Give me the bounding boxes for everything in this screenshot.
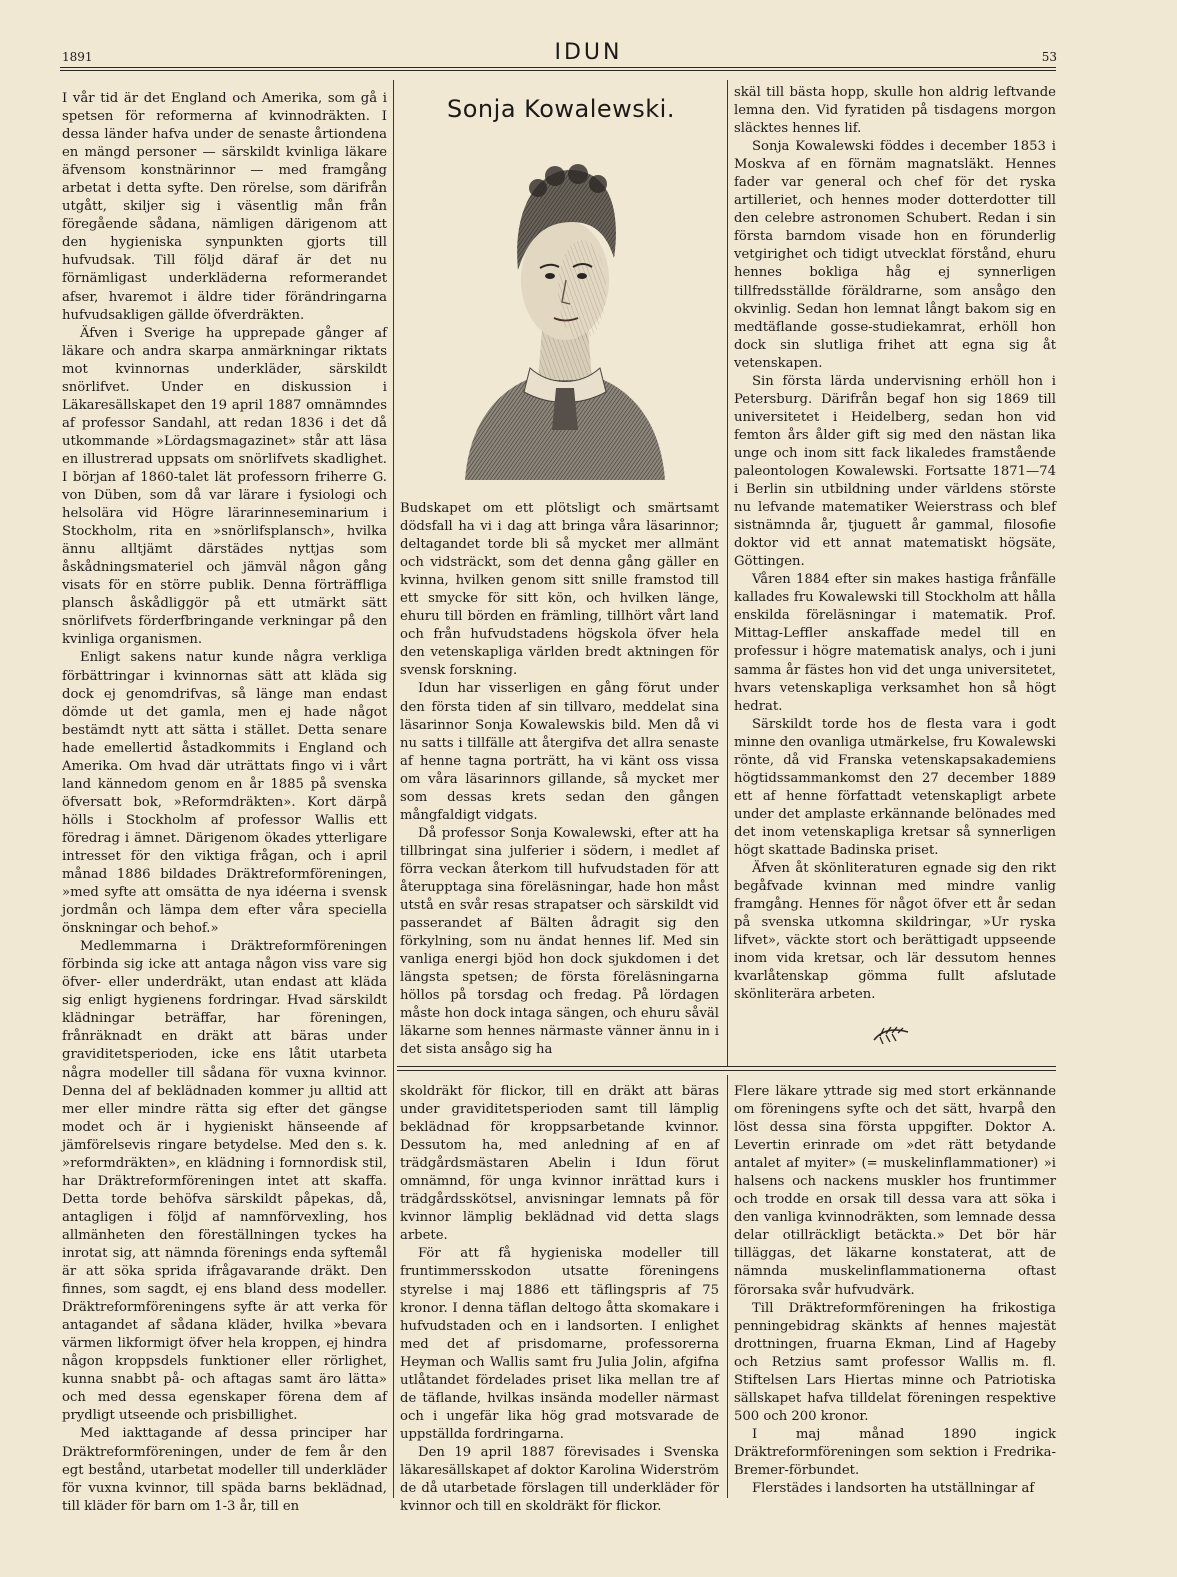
header-rule bbox=[60, 67, 1056, 68]
paragraph: Budskapet om ett plötsligt och smärtsamt dödsfall ha vi i dag att bringa våra läsarinnor; deltagandet torde bli så mycket mer allmänt och vidsträckt, som det denna gång gäller en kvinna, hvilken genom sitt snille framstod till ett smycke för sitt kön, och hvilken länge, ehuru till börden en främling, tillhört vårt land och från hufvudstadens högskola öfver hela den vetenskapliga världen bredt aktningen för svensk forskning. bbox=[400, 501, 719, 679]
column-divider-left bbox=[393, 80, 394, 1498]
header-rule-thin bbox=[60, 70, 1056, 71]
portrait-engraving bbox=[460, 130, 670, 480]
paragraph: För att få hygieniska modeller till fruntimmersskodon utsatte föreningens styrelse i maj 1886 ett täflingspris af 75 kronor. I denna täflan deltogo åtta skomakare i hufvudstaden och en i landsorten. I enlighet med det af prisdomarne, professorerna Heyman och Wallis samt fru Julia Jolin, afgifna utlåtandet fördelades priset lika mellan tre af de täflande, hvilkas insända modeller närmast och i ungefär lika hög grad motsvarade de uppställda fordringarna. bbox=[400, 1246, 719, 1442]
column-2-bottom bbox=[400, 1083, 719, 1516]
paragraph: Medlemmarna i Dräktreformföreningen förbinda sig icke att antaga någon viss vare sig öfver- eller underdräkt, utan endast att kläda sig enligt hygienens fordringar. Hvad särskildt klädningar beträffar, har föreningen, frånräknadt en dräkt att bäras under graviditetsperioden, icke ens låtit utarbeta några modeller till sådana för vuxna kvinnor. Denna del af beklädnaden kommer ju alltid att mer eller mindre rätta sig efter det gängse modet och är i hygieniskt hänseende af jämförelsevis ringare betydelse. Med den s. k. »reformdräkten», en klädning i fornnordisk stil, har Dräktreformföreningen intet att skaffa. Detta torde behöfva särskildt påpekas, då, antagligen i följd af namnförvexling, hos allmänheten den föreställningen tyckes ha inrotat sig, att nämnda förenings enda syftemål är att söka sprida ifrågavarande dräkt. Den finnes, som sagdt, ej ens bland dess modeller. Dräktreformföreningens syfte är att verka för antagandet af sådana kläder, hvilka »bevara värmen likformigt öfver hela kroppen, ej hindra någon kroppsdels funktioner eller rörlighet, kunna snabbt på- och aftagas samt äro lätta» och med dessa egenskaper förena dem af prydligt utseende och prisbillighet. bbox=[62, 939, 387, 1424]
article-title: Sonja Kowalewski. bbox=[447, 95, 675, 123]
masthead-title: IDUN bbox=[554, 40, 623, 65]
column-divider-right-top bbox=[727, 80, 728, 1067]
paragraph: Våren 1884 efter sin makes hastiga frånfälle kallades fru Kowalewski till Stockholm att hålla enskilda föreläsningar i matematik. Prof. Mittag-Leffler anskaffade medel till en professur i högre matematisk analys, och i juni samma år fästes hon vid det unga universitetet, hvars vetenskapliga verksamhet hon så högt hedrat. bbox=[734, 572, 1056, 714]
section-rule-thin bbox=[397, 1070, 1056, 1071]
paragraph: I maj månad 1890 ingick Dräktreformföreningen som sektion i Fredrika-Bremer-förbundet. bbox=[734, 1426, 1056, 1478]
paragraph: Idun har visserligen en gång förut under den första tiden af sin tillvaro, meddelat sina läsarinnor Sonja Kowalewskis bild. Men då vi nu satts i tillfälle att återgifva det allra senaste af henne tagna porträtt, ha vi känt oss vissa om våra läsarinnors gillande, så mycket mer som dessas krets sedan den gången mångfaldigt vidgats. bbox=[400, 681, 719, 823]
column-1 bbox=[62, 90, 387, 1516]
paragraph: Med iakttagande af dessa principer har Dräktreformföreningen, under de fem år den egt bestånd, utarbetat modeller till underkläder för vuxna kvinnor, till späda barns beklädnad, till kläder för barn om 1-3 år, till en bbox=[62, 1426, 387, 1514]
section-rule bbox=[397, 1066, 1056, 1067]
paragraph: skäl till bästa hopp, skulle hon aldrig leftvande lemna den. Vid fyratiden på tisdagens morgon släcktes hennes lif. bbox=[734, 85, 1056, 137]
paragraph: Sin första lärda undervisning erhöll hon i Petersburg. Därifrån begaf hon sig 1869 till universitetet i Heidelberg, sedan hon vid femton års ålder gift sig med den nästan lika unge och inom sitt fack likaledes framstående paleontologen Kowalewski. Fortsatte 1871—74 i Berlin sin utbildning under världens störste nu lefvande matematiker Weierstrass och blef sistnämnda år, tjuguett år gammal, filosofie doktor vid ett annat matematiskt högsäte, Göttingen. bbox=[734, 373, 1056, 570]
paragraph: I vår tid är det England och Amerika, som gå i spetsen för reformerna af kvinnodräkten. I dessa länder hafva under de senaste årtiondena en mängd personer — särskildt kvinliga läkare äfvensom konstnärinnor — med framgång arbetat i detta syfte. Den rörelse, som därifrån utgått, skiljer sig i väsentlig mån från föregående sådana, nämligen därigenom att den hygieniska synpunkten gjorts till hufvudsak. Till följd däraf är det nu förnämligast underkläderna reformerandet afser, hvaremot i äldre tider förändringarna hufvudsakligen gällde öfverdräkten. bbox=[62, 91, 387, 323]
paragraph: Äfven åt skönliteraturen egnade sig den rikt begåfvade kvinnan med mindre vanlig framgång. Hennes för något öfver ett år sedan på svenska utkomna skildringar, »Ur ryska lifvet», väckte stort och berättigadt uppseende inom vida kretsar, och lär dessutom hennes kvarlåtenskap gömma fullt afslutade skönliterära arbeten. bbox=[734, 861, 1056, 1003]
paragraph: Då professor Sonja Kowalewski, efter att ha tillbringat sina julferier i södern, i medlet af förra veckan återkom till hufvudstaden för att återupptaga sina föreläsningar, hade hon måst utstå en svår resas strapatser och särskildt vid passerandet af Bälten ådragit sig den förkylning, som nu ändat hennes lif. Med sin vanliga energi bjöd hon dock sjukdomen i det längsta spetsen; de första föreläsningarna höllos på torsdag och fredag. På lördagen måste hon dock intaga sängen, och ehuru såväl läkarne som hennes närmaste vänner ännu in i det sista ansågo sig ha bbox=[400, 825, 719, 1058]
header-year: 1891 bbox=[62, 50, 93, 64]
paragraph: Till Dräktreformföreningen ha frikostiga penningebidrag skänkts af hennes majestät drottningen, fruarna Ekman, Lind af Hageby och Retzius samt professor Wallis m. fl. Stiftelsen Lars Hiertas minne och Patriotiska sällskapet hafva tilldelat föreningen respektive 500 och 200 kronor. bbox=[734, 1300, 1056, 1424]
column-2-top bbox=[400, 500, 719, 1059]
column-3-bottom bbox=[734, 1083, 1056, 1498]
decorative-ornament-icon bbox=[870, 1024, 912, 1046]
column-divider-right-bottom bbox=[727, 1075, 728, 1498]
paragraph: Äfven i Sverige ha upprepade gånger af läkare och andra skarpa anmärkningar riktats mot kvinnornas underkläder, särskildt snörlifvet. Under en diskussion i Läkaresällskapet den 19 april 1887 omnämndes af professor Sandahl, att redan 1836 i det då utkommande »Lördagsmagazinet» står att läsa en illustrerad uppsats om snörlifvets skadlighet. I början af 1860-talet lät professorn friherre G. von Düben, som då var lärare i fysiologi och helsolära vid Högre lärarinneseminarium i Stockholm, rita en »snörlifsplansch», hvilka ännu alltjämt därstädes nyttjas som åskådningsmateriel och jämväl någon gång visats för en större publik. Denna förträffliga plansch åskådliggör på ett utmärkt sätt snörlifvets förderfbringande verkningar på den kvinliga organismen. bbox=[62, 325, 387, 648]
column-3-top bbox=[734, 84, 1056, 1004]
paragraph: Sonja Kowalewski föddes i december 1853 i Moskva af en förnäm magnatsläkt. Hennes fader var general och chef för det ryska artilleriet, och hennes moder dotterdotter till den celebre astronomen Schubert. Redan i sin första barndom visade hon en förunderlig vetgirighet och tidigt utvecklat förstånd, ehuru hennes bokliga håg ej synnerligen tillfredsställde föräldrarne, som ansågo den okvinlig. Sedan hon lemnat långt bakom sig en medtäflande gosse-studiekamrat, erhöll hon dock sin slutliga frihet att egna sig åt vetenskapen. bbox=[734, 139, 1056, 371]
paragraph: Flere läkare yttrade sig med stort erkännande om föreningens syfte och det sätt, hvarpå den löst dessa sina första uppgifter. Doktor A. Levertin erinrade om »det rätt betydande antalet af myiter» (= muskelinflammationer) »i halsens och nackens muskler hos fruntimmer och trodde en orsak till dessa vara att söka i den vanliga kvinnodräkten, som lemnade dessa delar otillräckligt betäckta.» Det bör här tilläggas, det läkarne konstaterat, att de nämnda muskelinflammationerna oftast förorsaka svår hufvudvärk. bbox=[734, 1084, 1056, 1298]
paragraph: Särskildt torde hos de flesta vara i godt minne den ovanliga utmärkelse, fru Kowalewski rönte, då vid Franska vetenskapsakademiens högtidssammankomst den 27 december 1889 ett af henne författadt vetenskapligt arbete under det amplaste erkännande belönades med det inom vetenskapliga kretsar så synnerligen högt skattade Badinska priset. bbox=[734, 716, 1056, 858]
paragraph: Flerstädes i landsorten ha utställningar af bbox=[752, 1481, 1035, 1497]
page-number: 53 bbox=[1041, 50, 1057, 64]
paragraph: Enligt sakens natur kunde några verkliga förbättringar i kvinnornas sätt att kläda sig dock ej genomdrifvas, så länge man endast dömde ut det gamla, men ej hade något bestämdt nytt att sätta i stället. Detta senare hade emellertid åstadkommits i England och Amerika. Om hvad där uträttats fingo vi i vårt land kännedom genom en år 1885 på svenska öfversatt bok, »Reformdräkten». Kort därpå hölls i Stockholm af professor Wallis ett föredrag i ämnet. Därigenom ökades ytterligare intresset för den viktiga frågan, och i april månad 1886 bildades Dräktreformföreningen, »med syfte att omsätta de nya idéerna i svensk jordmån och lämpa dem efter våra speciella önskningar och behof.» bbox=[62, 650, 387, 937]
paragraph: Den 19 april 1887 förevisades i Svenska läkaresällskapet af doktor Karolina Widerström de då utarbetade förslagen till underkläder för kvinnor och till en skoldräkt för flickor. bbox=[400, 1444, 719, 1515]
paragraph: skoldräkt för flickor, till en dräkt att bäras under graviditetsperioden samt till lämplig beklädnad för kroppsarbetande kvinnor. Dessutom ha, med anledning af en af trädgårdsmästaren Abelin i Idun förut omnämnd, för unga kvinnor inrättad kurs i trädgårdsskötsel, anvisningar lemnats på för kvinnor lämplig beklädnad vid detta slags arbete. bbox=[400, 1084, 719, 1244]
